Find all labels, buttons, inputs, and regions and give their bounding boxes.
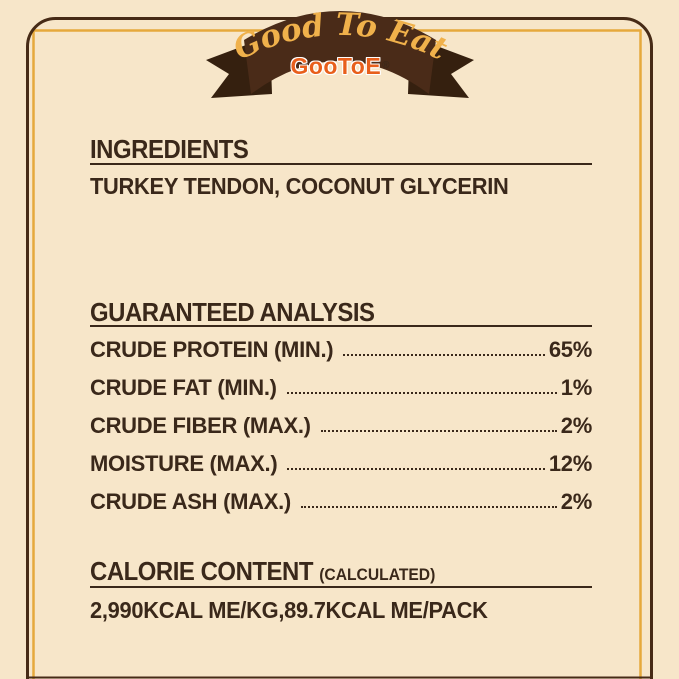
calories-body: 2,990KCAL ME/KG,89.7KCAL ME/PACK [90,597,488,623]
dotted-leader [343,354,545,356]
table-row [90,479,592,517]
ingredients-body-wrap [90,173,592,200]
calories-rule [90,586,592,588]
row-value: 2% [560,489,592,514]
table-row [90,403,592,441]
brand-logo [198,53,482,80]
ingredients-rule [90,163,592,165]
dark-border-left [28,19,56,679]
dotted-leader [301,506,557,508]
row-label: CRUDE ASH (MAX.) [90,489,291,514]
calories-body-wrap [90,597,592,624]
table-row [90,365,592,403]
row-value: 12% [548,451,592,476]
row-label: MOISTURE (MAX.) [90,451,278,476]
ingredients-heading: INGREDIENTS [90,134,249,164]
calories-section [90,556,592,587]
dark-border-right [624,19,652,679]
registered-trademark-icon: ® [382,59,390,71]
row-label: CRUDE FIBER (MAX.) [90,413,311,438]
dotted-leader [287,468,544,470]
row-label: CRUDE FAT (MIN.) [90,375,277,400]
row-label: CRUDE PROTEIN (MIN.) [90,337,334,362]
analysis-section [90,297,592,328]
table-row [90,441,592,479]
row-value: 1% [560,375,592,400]
ingredients-body: TURKEY TENDON, COCONUT GLYCERIN [90,173,509,199]
ingredients-section [90,134,592,165]
dotted-leader [287,392,557,394]
row-value: 2% [560,413,592,438]
brand-logo-text: GooToE [290,53,382,79]
analysis-table [90,327,592,517]
calories-heading-text: CALORIE CONTENT [90,556,313,586]
dotted-leader [321,430,557,432]
calories-heading-note: (CALCULATED) [319,565,436,584]
row-value: 65% [548,337,592,362]
ribbon-script-text: Good To Eat [228,6,453,68]
analysis-heading: GUARANTEED ANALYSIS [90,297,375,327]
calories-heading [90,556,552,587]
brand-banner [198,0,482,118]
table-row [90,327,592,365]
